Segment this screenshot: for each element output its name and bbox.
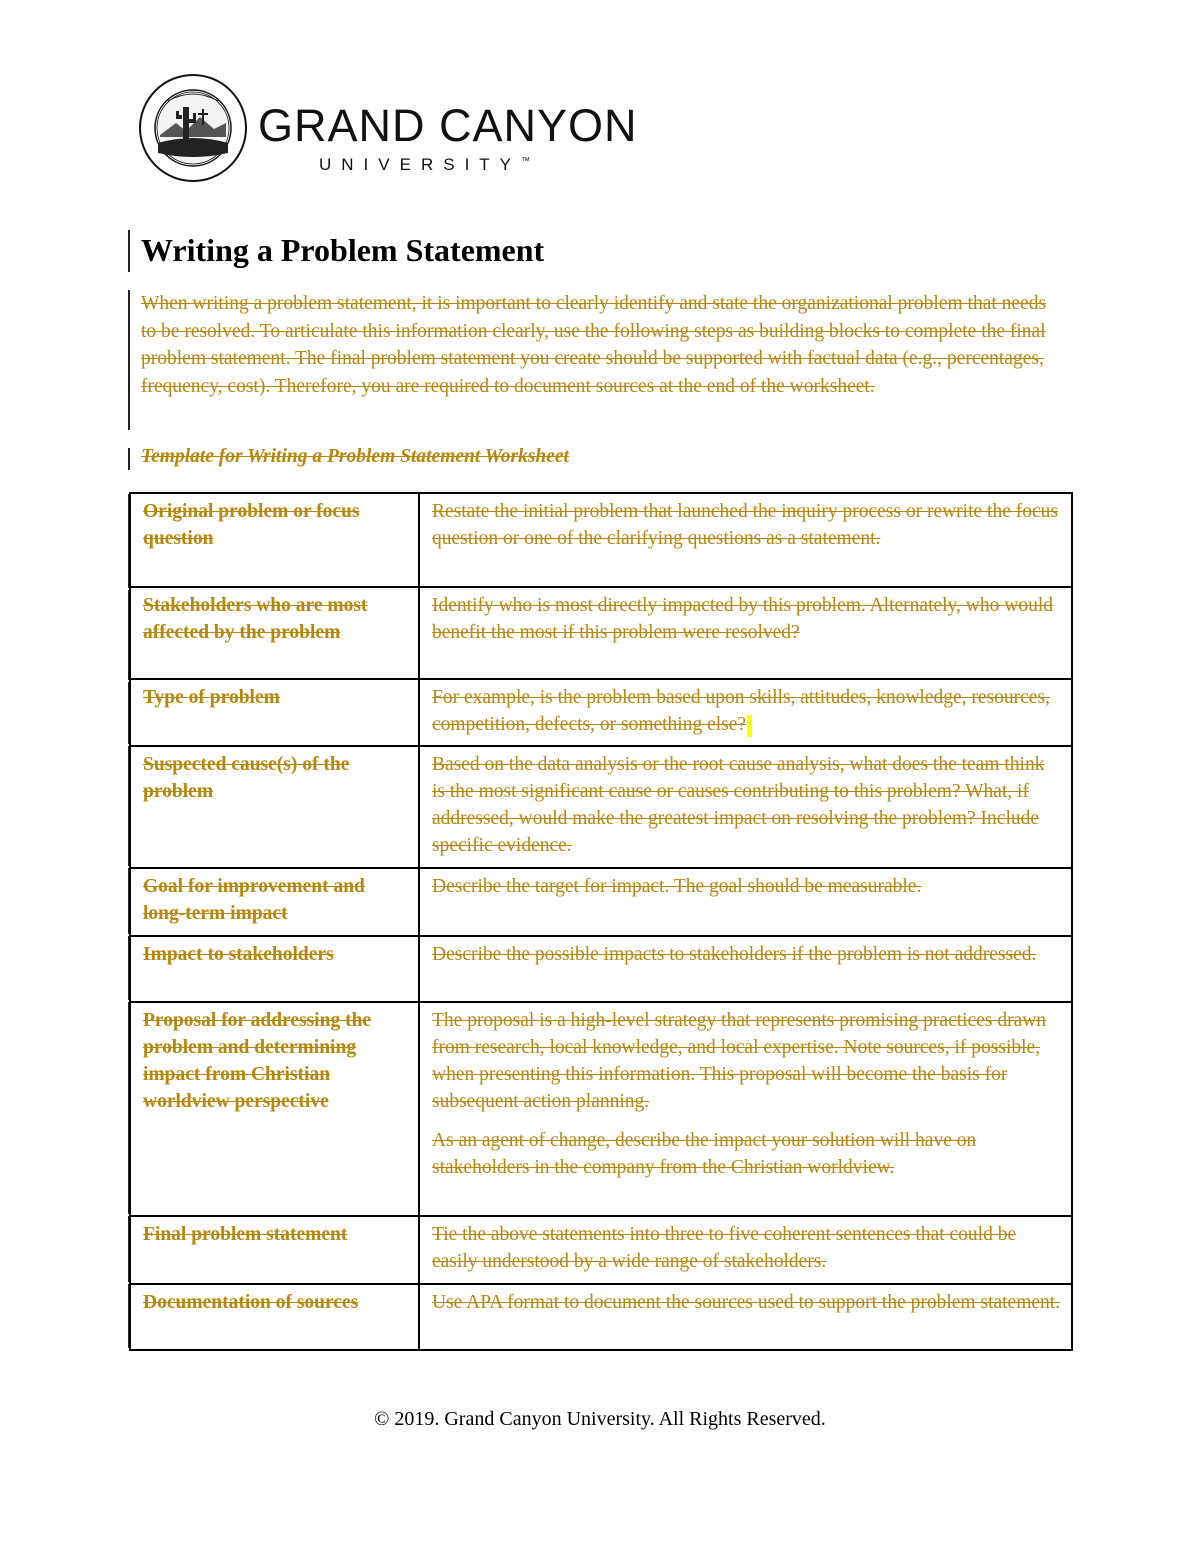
row-label: Stakeholders who are most affected by the problem [130, 587, 419, 679]
table-row [130, 1002, 1072, 1216]
worksheet-subtitle: Template for Writing a Problem Statement Worksheet [141, 446, 569, 467]
brand-name: GRAND CANYON [258, 100, 638, 151]
change-bar [128, 448, 130, 470]
brand-subtitle [319, 155, 530, 175]
row-text-cell [419, 679, 1072, 746]
table-row [130, 679, 1072, 746]
row-text: Describe the possible impacts to stakeholders if the problem is not addressed. [419, 936, 1072, 1002]
table-row [130, 936, 1072, 1002]
table-row [130, 746, 1072, 868]
row-text: For example, is the problem based upon skills, attitudes, knowledge, resources, competition, defects, or something else? [432, 687, 1050, 735]
row-text-secondary: As an agent of change, describe the impact your solution will have on stakeholders in the company from the Christian worldview. [432, 1130, 977, 1178]
change-bar [128, 230, 130, 272]
row-label: Suspected cause(s) of the problem [130, 746, 419, 868]
row-label: Type of problem [130, 679, 419, 746]
brand-subtitle-text: UNIVERSITY [319, 155, 522, 174]
university-logo [138, 73, 638, 183]
table-row [130, 868, 1072, 936]
row-text: Based on the data analysis or the root cause analysis, what does the team think is the most significant cause or causes contributing to this problem? What, if addressed, would make the greatest impact on resolving the problem? Include specific evidence. [419, 746, 1072, 868]
trademark-symbol: ™ [521, 155, 531, 166]
row-text: The proposal is a high-level strategy that represents promising practices drawn from research, local knowledge, and local expertise. Note sources, if possible, when presenting this information. This proposal will become the basis for subsequent action planning. [432, 1010, 1047, 1112]
row-text-cell [419, 1002, 1072, 1216]
row-label: Goal for improvement and long-term impact [130, 868, 419, 936]
table-row [130, 587, 1072, 679]
row-text: Tie the above statements into three to five coherent sentences that could be easily understood by a wide range of stakeholders. [419, 1216, 1072, 1284]
row-text: Describe the target for impact. The goal should be measurable. [419, 868, 1072, 936]
row-label: Original problem or focus question [130, 493, 419, 587]
copyright-footer: © 2019. Grand Canyon University. All Rights Reserved. [374, 1408, 826, 1430]
intro-paragraph: When writing a problem statement, it is important to clearly identify and state the organizational problem that needs to be resolved. To articulate this information clearly, use the following steps as building blocks to complete the final problem statement. The final problem statement you create should be supported with factual data (e.g., percentages, frequency, cost). Therefore, you are required to document sources at the end of the worksheet. [141, 293, 1047, 397]
row-label: Documentation of sources [130, 1284, 419, 1350]
row-text: Use APA format to document the sources used to support the problem statement. [419, 1284, 1072, 1350]
row-label: Proposal for addressing the problem and determining impact from Christian worldview perspective [130, 1002, 419, 1216]
change-bar [128, 290, 130, 430]
worksheet-table [129, 492, 1073, 1351]
table-row [130, 1284, 1072, 1350]
row-label: Final problem statement [130, 1216, 419, 1284]
table-row [130, 1216, 1072, 1284]
page-title: Writing a Problem Statement [141, 232, 545, 268]
row-text: Restate the initial problem that launched the inquiry process or rewrite the focus question or one of the clarifying questions as a statement. [419, 493, 1072, 587]
university-seal-icon [138, 73, 248, 183]
highlight-marker [747, 715, 752, 737]
row-text: Identify who is most directly impacted by this problem. Alternately, who would benefit the most if this problem were resolved? [419, 587, 1072, 679]
row-label: Impact to stakeholders [130, 936, 419, 1002]
table-row [130, 493, 1072, 587]
